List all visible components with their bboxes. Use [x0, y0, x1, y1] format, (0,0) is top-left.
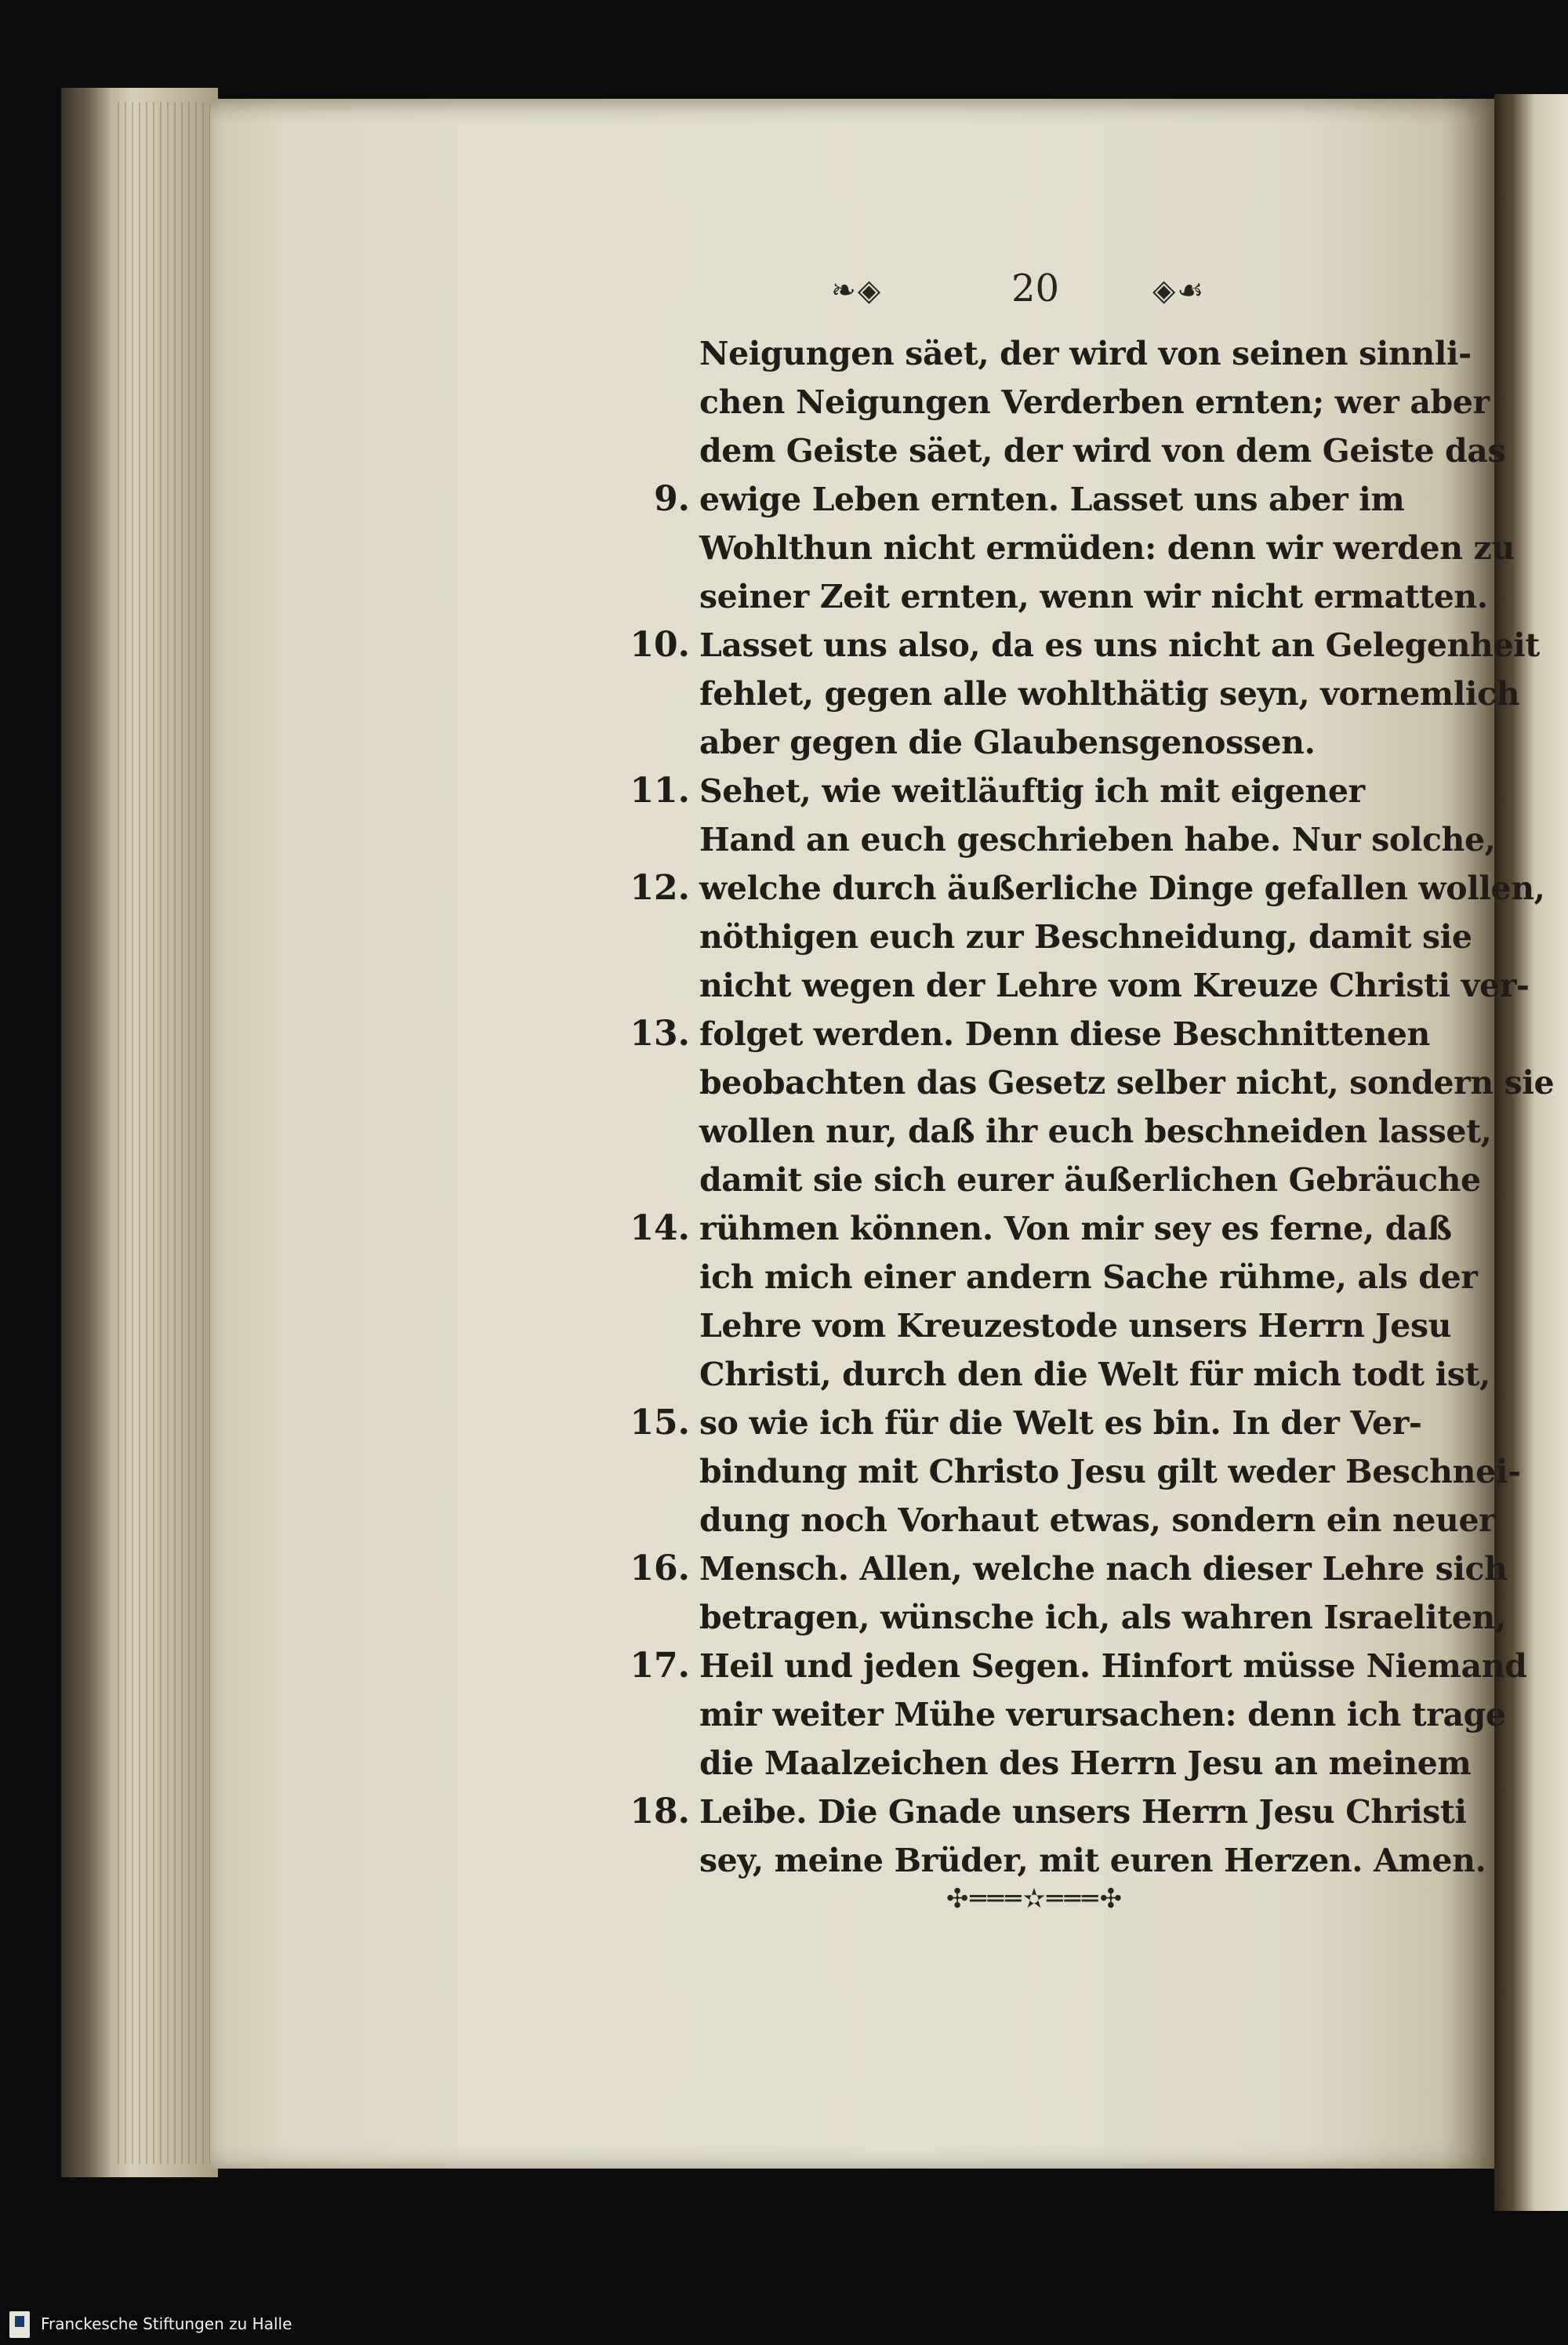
text-line	[612, 670, 1520, 718]
text-line	[612, 1447, 1521, 1496]
header-ornament-left: ❧◈	[831, 273, 883, 307]
line-text: damit sie sich eurer äußerlichen Gebräuche	[699, 1161, 1481, 1199]
text-line	[612, 1010, 1490, 1058]
text-line	[612, 1058, 1555, 1107]
text-line	[612, 1399, 1490, 1447]
line-text: bindung mit Christo Jesu gilt weder Beschnei-	[699, 1453, 1521, 1490]
verse-number: 11.	[630, 771, 690, 811]
verse-number: 18.	[630, 1791, 690, 1831]
text-line	[612, 572, 1490, 621]
text-line	[612, 378, 1490, 427]
text-line	[612, 1496, 1496, 1545]
text-line	[612, 1593, 1506, 1642]
line-text: seiner Zeit ernten, wenn wir nicht ermatten.	[699, 578, 1488, 615]
text-line	[612, 1204, 1490, 1253]
text-line	[612, 1545, 1508, 1593]
line-text: beobachten das Gesetz selber nicht, sondern sie	[699, 1064, 1555, 1102]
verse-number: 17.	[630, 1646, 690, 1686]
verse-number: 16.	[630, 1548, 690, 1588]
line-text: Sehet, wie weitläuftig ich mit eigener	[699, 772, 1365, 810]
text-line	[612, 767, 1490, 815]
line-text: folget werden. Denn diese Beschnittenen	[699, 1015, 1430, 1053]
verse-number: 15.	[630, 1403, 690, 1443]
institution-name: Franckesche Stiftungen zu Halle	[41, 2314, 292, 2333]
verse-number: 9.	[654, 479, 690, 519]
line-text: Lasset uns also, da es uns nicht an Gelegenheit	[699, 626, 1540, 664]
line-text: Christi, durch den die Welt für mich todt ist,	[699, 1356, 1490, 1393]
line-text: fehlet, gegen alle wohlthätig seyn, vornemlich	[699, 675, 1520, 713]
line-text: rühmen können. Von mir sey es ferne, daß	[699, 1210, 1452, 1247]
page-number: 20	[1011, 267, 1060, 310]
text-line	[612, 524, 1515, 572]
line-text: dem Geiste säet, der wird von dem Geiste das	[699, 432, 1506, 470]
text-line	[612, 913, 1490, 961]
text-line	[612, 427, 1506, 475]
line-text: Lehre vom Kreuzestode unsers Herrn Jesu	[699, 1307, 1452, 1345]
line-text: nicht wegen der Lehre vom Kreuze Christi ver-	[699, 967, 1530, 1004]
line-text: die Maalzeichen des Herrn Jesu an meinem	[699, 1744, 1472, 1782]
line-text: ewige Leben ernten. Lasset uns aber im	[699, 481, 1405, 518]
text-line	[612, 864, 1545, 913]
text-line	[612, 1788, 1490, 1836]
page-header	[0, 267, 1568, 321]
text-line	[612, 1836, 1490, 1885]
line-text: so wie ich für die Welt es bin. In der Ver-	[699, 1404, 1422, 1442]
institution-logo-icon	[9, 2311, 30, 2338]
line-text: nöthigen euch zur Beschneidung, damit sie	[699, 918, 1472, 956]
text-line	[612, 1156, 1490, 1204]
line-text: Wohlthun nicht ermüden: denn wir werden zu	[699, 529, 1515, 567]
text-line	[612, 961, 1530, 1010]
line-text: Neigungen säet, der wird von seinen sinnli-	[699, 335, 1472, 372]
line-text: sey, meine Brüder, mit euren Herzen. Amen.	[699, 1842, 1486, 1879]
line-text: Mensch. Allen, welche nach dieser Lehre sich	[699, 1550, 1508, 1588]
text-line	[612, 329, 1490, 378]
text-line	[612, 1739, 1490, 1788]
line-text: chen Neigungen Verderben ernten; wer aber	[699, 383, 1490, 421]
line-text: aber gegen die Glaubensgenossen.	[699, 724, 1316, 761]
line-text: betragen, wünsche ich, als wahren Israeliten,	[699, 1599, 1506, 1636]
line-text: dung noch Vorhaut etwas, sondern ein neuer	[699, 1501, 1496, 1539]
line-text: wollen nur, daß ihr euch beschneiden lasset,	[699, 1113, 1492, 1150]
text-line	[612, 621, 1540, 670]
text-line	[612, 1350, 1490, 1399]
line-text: ich mich einer andern Sache rühme, als der	[699, 1258, 1478, 1296]
verse-number: 13.	[630, 1014, 690, 1054]
line-text: Leibe. Die Gnade unsers Herrn Jesu Christi	[699, 1793, 1467, 1831]
text-line	[612, 1253, 1490, 1301]
verse-number: 14.	[630, 1208, 690, 1248]
verse-number: 10.	[630, 625, 690, 665]
text-line	[612, 1690, 1506, 1739]
header-ornament-right: ◈☙	[1152, 273, 1206, 307]
verse-number: 12.	[630, 868, 690, 908]
line-text: mir weiter Mühe verursachen: denn ich trage	[699, 1696, 1506, 1733]
text-line	[612, 815, 1496, 864]
text-line	[612, 1301, 1490, 1350]
text-line	[612, 718, 1490, 767]
page-stack	[118, 102, 212, 2164]
text-line	[612, 475, 1490, 524]
text-body	[612, 329, 1555, 1885]
text-line	[612, 1107, 1490, 1156]
line-text: welche durch äußerliche Dinge gefallen wollen,	[699, 869, 1545, 907]
line-text: Hand an euch geschrieben habe. Nur solche,	[699, 821, 1496, 859]
footer-ornament: ✣═══✫═══✣	[946, 1883, 1124, 1915]
line-text: Heil und jeden Segen. Hinfort müsse Niemand	[699, 1647, 1527, 1685]
text-line	[612, 1642, 1527, 1690]
book-gutter	[1494, 94, 1568, 2211]
footer-bar	[0, 2305, 1568, 2345]
